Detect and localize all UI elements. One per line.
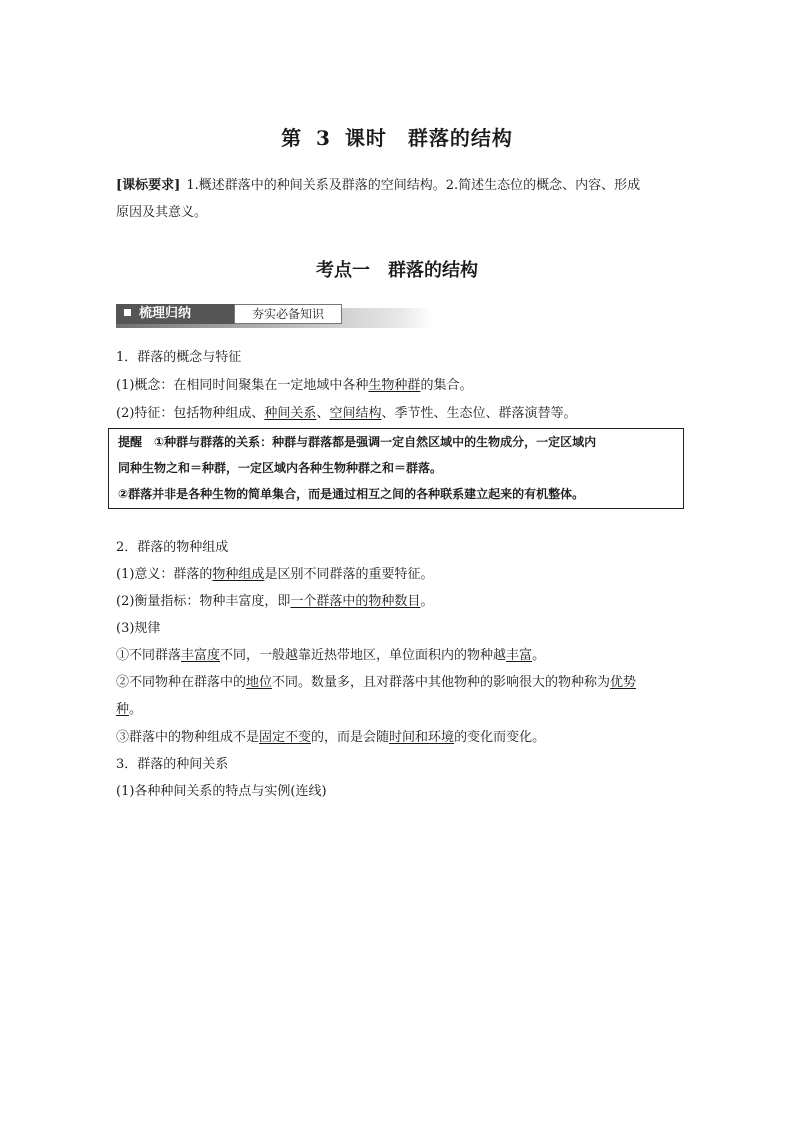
tip-box — [108, 428, 684, 509]
tip-line-3: ②群落并非是各种生物的简单集合，而是通过相互之间的各种联系建立起来的有机整体。 — [118, 487, 585, 501]
banner-label — [116, 304, 234, 324]
heading-3: 3．群落的种间关系 — [116, 757, 229, 772]
measure-line — [116, 590, 433, 609]
requirements-text-1: 1.概述群落中的种间关系及群落的空间结构。2.简述生态位的概念、内容、形成 — [186, 178, 641, 193]
requirements-tag: [课标要求] — [116, 178, 181, 193]
concept-answer: 生物种群 — [368, 378, 421, 393]
meaning-line — [116, 563, 433, 582]
rule-1 — [116, 644, 545, 663]
features-text: (2)特征：包括物种组成、 — [116, 406, 265, 421]
rule-3 — [116, 726, 545, 745]
rule-2-text-end: 。 — [129, 702, 143, 717]
meaning-text-end: 是区别不同群落的重要特征。 — [264, 567, 434, 582]
concept-line — [116, 374, 472, 393]
meaning-answer: 物种组成 — [212, 567, 265, 582]
rule-2-answer-3: 种 — [116, 702, 130, 717]
subheading-1: (1)各种种间关系的特点与实例(连线) — [116, 784, 327, 799]
rule-3-text: ③群落中的物种组成不是 — [116, 730, 260, 745]
tip-line-1: 提醒 ①种群与群落的关系：种群与群落都是强调一定自然区域中的生物成分，一定区域内 — [118, 435, 597, 449]
rule-title: (3)规律 — [116, 621, 161, 636]
features-text-end: 、季节性、生态位、群落演替等。 — [381, 406, 577, 421]
rule-2-text-mid: 不同。数量多，且对群落中其他物种的影响很大的物种称为 — [272, 675, 611, 690]
banner-sublabel: 夯实必备知识 — [234, 304, 342, 324]
tip-line-2: 同种生物之和＝种群，一定区域内各种生物种群之和＝群落。 — [118, 461, 443, 475]
features-line — [116, 402, 576, 421]
measure-text: (2)衡量指标：物种丰富度，即 — [116, 594, 291, 609]
rule-1-text-mid: 不同，一般越靠近热带地区，单位面积内的物种越 — [220, 648, 507, 663]
features-answer-1: 种间关系 — [264, 406, 317, 421]
measure-answer: 一个群落中的物种数目 — [290, 594, 421, 609]
rule-1-text-end: 。 — [532, 648, 546, 663]
heading-2: 2．群落的物种组成 — [116, 540, 229, 555]
rule-2-answer-1: 地位 — [246, 675, 273, 690]
rule-1-answer-1: 丰富度 — [181, 648, 221, 663]
rule-3-answer-2: 时间和环境 — [389, 730, 455, 745]
rule-3-text-mid: 的，而是会随 — [311, 730, 390, 745]
rule-1-answer-2: 丰富 — [506, 648, 533, 663]
rule-1-text: ①不同群落 — [116, 648, 182, 663]
features-answer-2: 空间结构 — [329, 406, 382, 421]
lesson-title: 第 3 课时 群落的结构 — [281, 126, 513, 150]
requirements-line-2: 原因及其意义。 — [116, 205, 208, 220]
rule-3-answer-1: 固定不变 — [259, 730, 312, 745]
rule-2 — [116, 671, 636, 690]
rule-2-text: ②不同物种在群落中的 — [116, 675, 247, 690]
features-sep: 、 — [316, 406, 330, 421]
concept-text: (1)概念：在相同时间聚集在一定地域中各种 — [116, 378, 369, 393]
concept-text-end: 的集合。 — [420, 378, 473, 393]
rule-3-text-end: 的变化而变化。 — [454, 730, 546, 745]
measure-text-end: 。 — [420, 594, 434, 609]
banner-label-text: 梳理归纳 — [139, 306, 192, 321]
requirements-line-1 — [116, 172, 686, 199]
rule-2-answer-2: 优势 — [610, 675, 637, 690]
rule-2-cont — [116, 698, 142, 717]
meaning-text: (1)意义：群落的 — [116, 567, 213, 582]
section-title: 考点一 群落的结构 — [316, 260, 478, 281]
square-icon — [124, 309, 131, 316]
section-banner — [116, 304, 432, 328]
heading-1: 1．群落的概念与特征 — [116, 350, 242, 365]
curriculum-requirements — [116, 172, 686, 226]
